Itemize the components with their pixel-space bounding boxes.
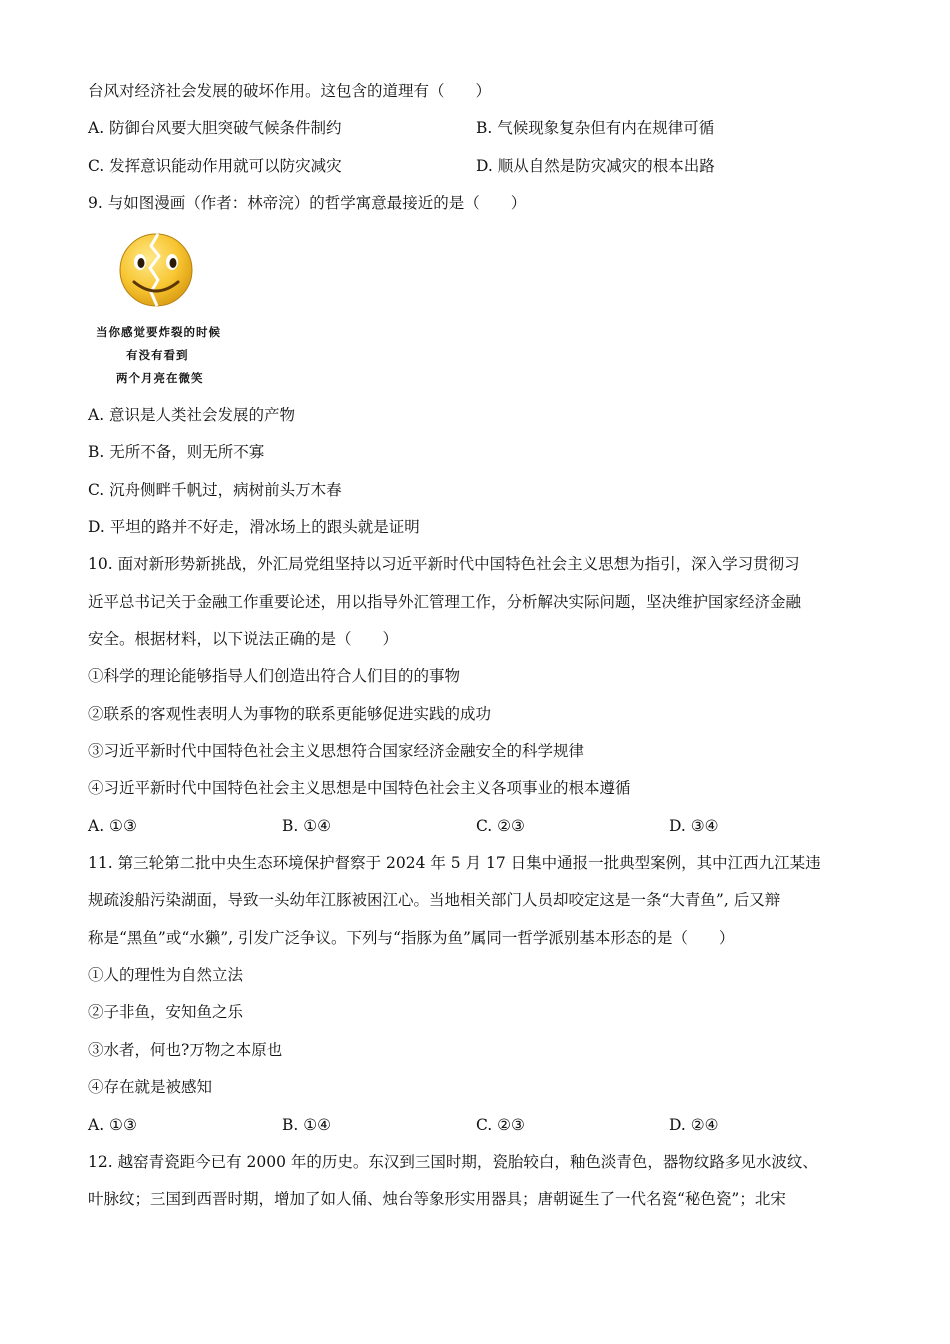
q11-option-b: B. ①④	[282, 1116, 332, 1134]
cartoon-caption-line-1: 当你感觉要炸裂的时候	[96, 325, 221, 339]
q10-item-1: ①科学的理论能够指导人们创造出符合人们目的的事物	[88, 667, 461, 685]
q12-stem-line-2: 叶脉纹；三国到西晋时期，增加了如人俑、烛台等象形实用器具；唐朝诞生了一代名瓷“秘色瓷”；北宋	[88, 1190, 786, 1208]
q11-option-c: C. ②③	[476, 1116, 525, 1134]
q10-option-c: C. ②③	[476, 817, 525, 835]
q8-option-b: B. 气候现象复杂但有内在规律可循	[476, 119, 715, 137]
q10-option-d: D. ③④	[669, 817, 719, 835]
q8-option-c: C. 发挥意识能动作用就可以防灾减灾	[88, 157, 342, 175]
q10-option-b: B. ①④	[282, 817, 332, 835]
cartoon-caption-line-2: 有没有看到	[126, 348, 189, 362]
q10-stem-line-3: 安全。根据材料，以下说法正确的是（ ）	[88, 630, 399, 648]
q11-item-2: ②子非鱼，安知鱼之乐	[88, 1003, 244, 1021]
q11-stem-line-3: 称是“黑鱼”或“水獭”, 引发广泛争议。下列与“指豚为鱼”属同一哲学派别基本形态的是（ ）	[88, 929, 735, 947]
q10-stem-line-2: 近平总书记关于金融工作重要论述，用以指导外汇管理工作，分析解决实际问题，坚决维护国家经济金融	[88, 593, 802, 611]
q11-option-d: D. ②④	[669, 1116, 719, 1134]
q9-option-b: B. 无所不备，则无所不寡	[88, 443, 265, 461]
q9-option-d: D. 平坦的路并不好走，滑冰场上的跟头就是证明	[88, 518, 420, 536]
q9-option-c: C. 沉舟侧畔千帆过，病树前头万木春	[88, 481, 342, 499]
cartoon-caption-line-3: 两个月亮在微笑	[116, 371, 204, 385]
q10-item-2: ②联系的客观性表明人为事物的联系更能够促进实践的成功	[88, 705, 492, 723]
q8-stem-tail: 台风对经济社会发展的破坏作用。这包含的道理有（ ）	[88, 82, 492, 100]
q11-item-3: ③水者，何也?万物之本原也	[88, 1041, 283, 1059]
q10-option-a: A. ①③	[88, 817, 137, 835]
q10-stem-line-1: 10. 面对新形势新挑战，外汇局党组坚持以习近平新时代中国特色社会主义思想为指引，深入学习贯彻习	[88, 555, 800, 573]
q8-option-a: A. 防御台风要大胆突破气候条件制约	[88, 119, 342, 137]
q10-item-3: ③习近平新时代中国特色社会主义思想符合国家经济金融安全的科学规律	[88, 742, 585, 760]
q12-stem-line-1: 12. 越窑青瓷距今已有 2000 年的历史。东汉到三国时期，瓷胎较白，釉色淡青色，器物纹路多见水波纹、	[88, 1153, 818, 1171]
q11-stem-line-2: 规疏浚船污染湖面，导致一头幼年江豚被困江心。当地相关部门人员却咬定这是一条“大青鱼”, 后又辩	[88, 891, 781, 909]
q11-item-1: ①人的理性为自然立法	[88, 966, 244, 984]
q8-option-d: D. 顺从自然是防灾减灾的根本出路	[476, 157, 715, 175]
q9-option-a: A. 意识是人类社会发展的产物	[88, 406, 296, 424]
q11-option-a: A. ①③	[88, 1116, 137, 1134]
q9-stem: 9. 与如图漫画（作者：林帝浣）的哲学寓意最接近的是（ ）	[88, 194, 527, 212]
q10-item-4: ④习近平新时代中国特色社会主义思想是中国特色社会主义各项事业的根本遵循	[88, 779, 631, 797]
q11-stem-line-1: 11. 第三轮第二批中央生态环境保护督察于 2024 年 5 月 17 日集中通报一批典型案例，其中江西九江某违	[88, 854, 821, 872]
cracked-smiley-cartoon	[96, 232, 246, 312]
q11-item-4: ④存在就是被感知	[88, 1078, 213, 1096]
